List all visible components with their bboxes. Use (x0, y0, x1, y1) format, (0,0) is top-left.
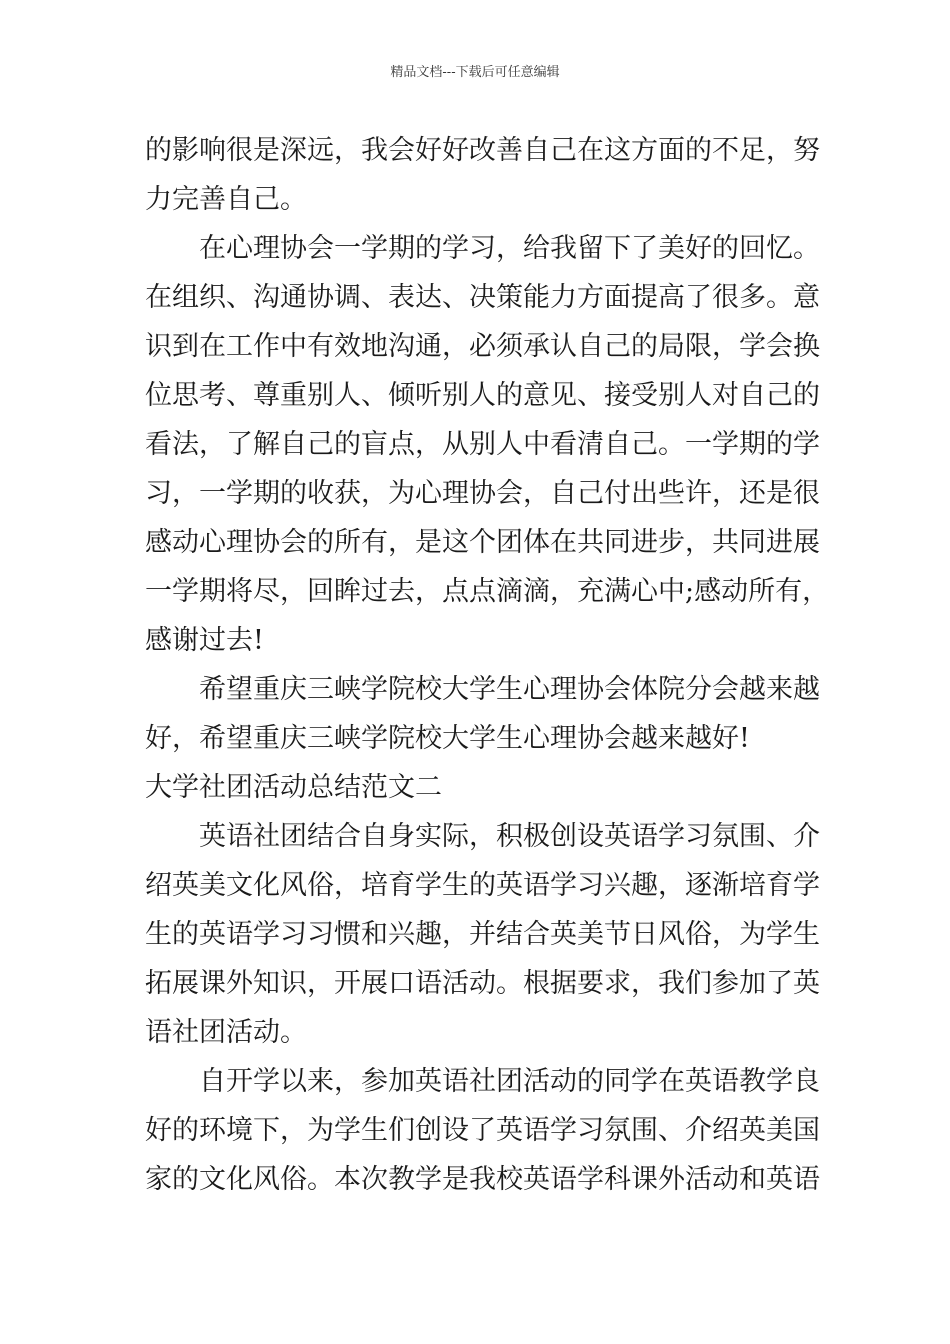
text-line: 拓展课外知识，开展口语活动。根据要求，我们参加了英 (145, 968, 820, 999)
text-line: 在心理协会一学期的学习，给我留下了美好的回忆。 (199, 233, 820, 264)
text-line: 看法，了解自己的盲点，从别人中看清自己。一学期的学 (145, 429, 820, 460)
text-line: 生的英语学习习惯和兴趣，并结合英美节日风俗，为学生 (145, 919, 820, 950)
text-line: 感动心理协会的所有，是这个团体在共同进步，共同进展 (145, 527, 820, 558)
text-line: 好，希望重庆三峡学院校大学生心理协会越来越好! (145, 723, 750, 754)
text-line: 好的环境下，为学生们创设了英语学习氛围、介绍英美国 (145, 1115, 820, 1146)
text-line: 感谢过去! (145, 625, 264, 656)
document-body (145, 126, 830, 1204)
page-header: 精品文档---下载后可任意编辑 (390, 65, 560, 80)
text-line: 识到在工作中有效地沟通，必须承认自己的局限，学会换 (145, 331, 820, 362)
text-line: 一学期将尽，回眸过去，点点滴滴，充满心中;感动所有， (145, 576, 830, 607)
text-line: 绍英美文化风俗，培育学生的英语学习兴趣，逐渐培育学 (145, 870, 820, 901)
text-line: 语社团活动。 (145, 1017, 307, 1048)
text-line: 在组织、沟通协调、表达、决策能力方面提高了很多。意 (145, 282, 820, 313)
text-line: 习，一学期的收获，为心理协会，自己付出些许，还是很 (145, 478, 820, 509)
text-line: 力完善自己。 (145, 184, 307, 215)
text-line: 希望重庆三峡学院校大学生心理协会体院分会越来越 (199, 674, 820, 705)
text-line: 自开学以来，参加英语社团活动的同学在英语教学良 (199, 1066, 820, 1097)
section-heading: 大学社团活动总结范文二 (145, 772, 442, 803)
text-line: 英语社团结合自身实际，积极创设英语学习氛围、介 (199, 821, 820, 852)
text-line: 的影响很是深远，我会好好改善自己在这方面的不足，努 (145, 135, 820, 166)
text-line: 家的文化风俗。本次教学是我校英语学科课外活动和英语 (145, 1164, 820, 1195)
text-line: 位思考、尊重别人、倾听别人的意见、接受别人对自己的 (145, 380, 820, 411)
